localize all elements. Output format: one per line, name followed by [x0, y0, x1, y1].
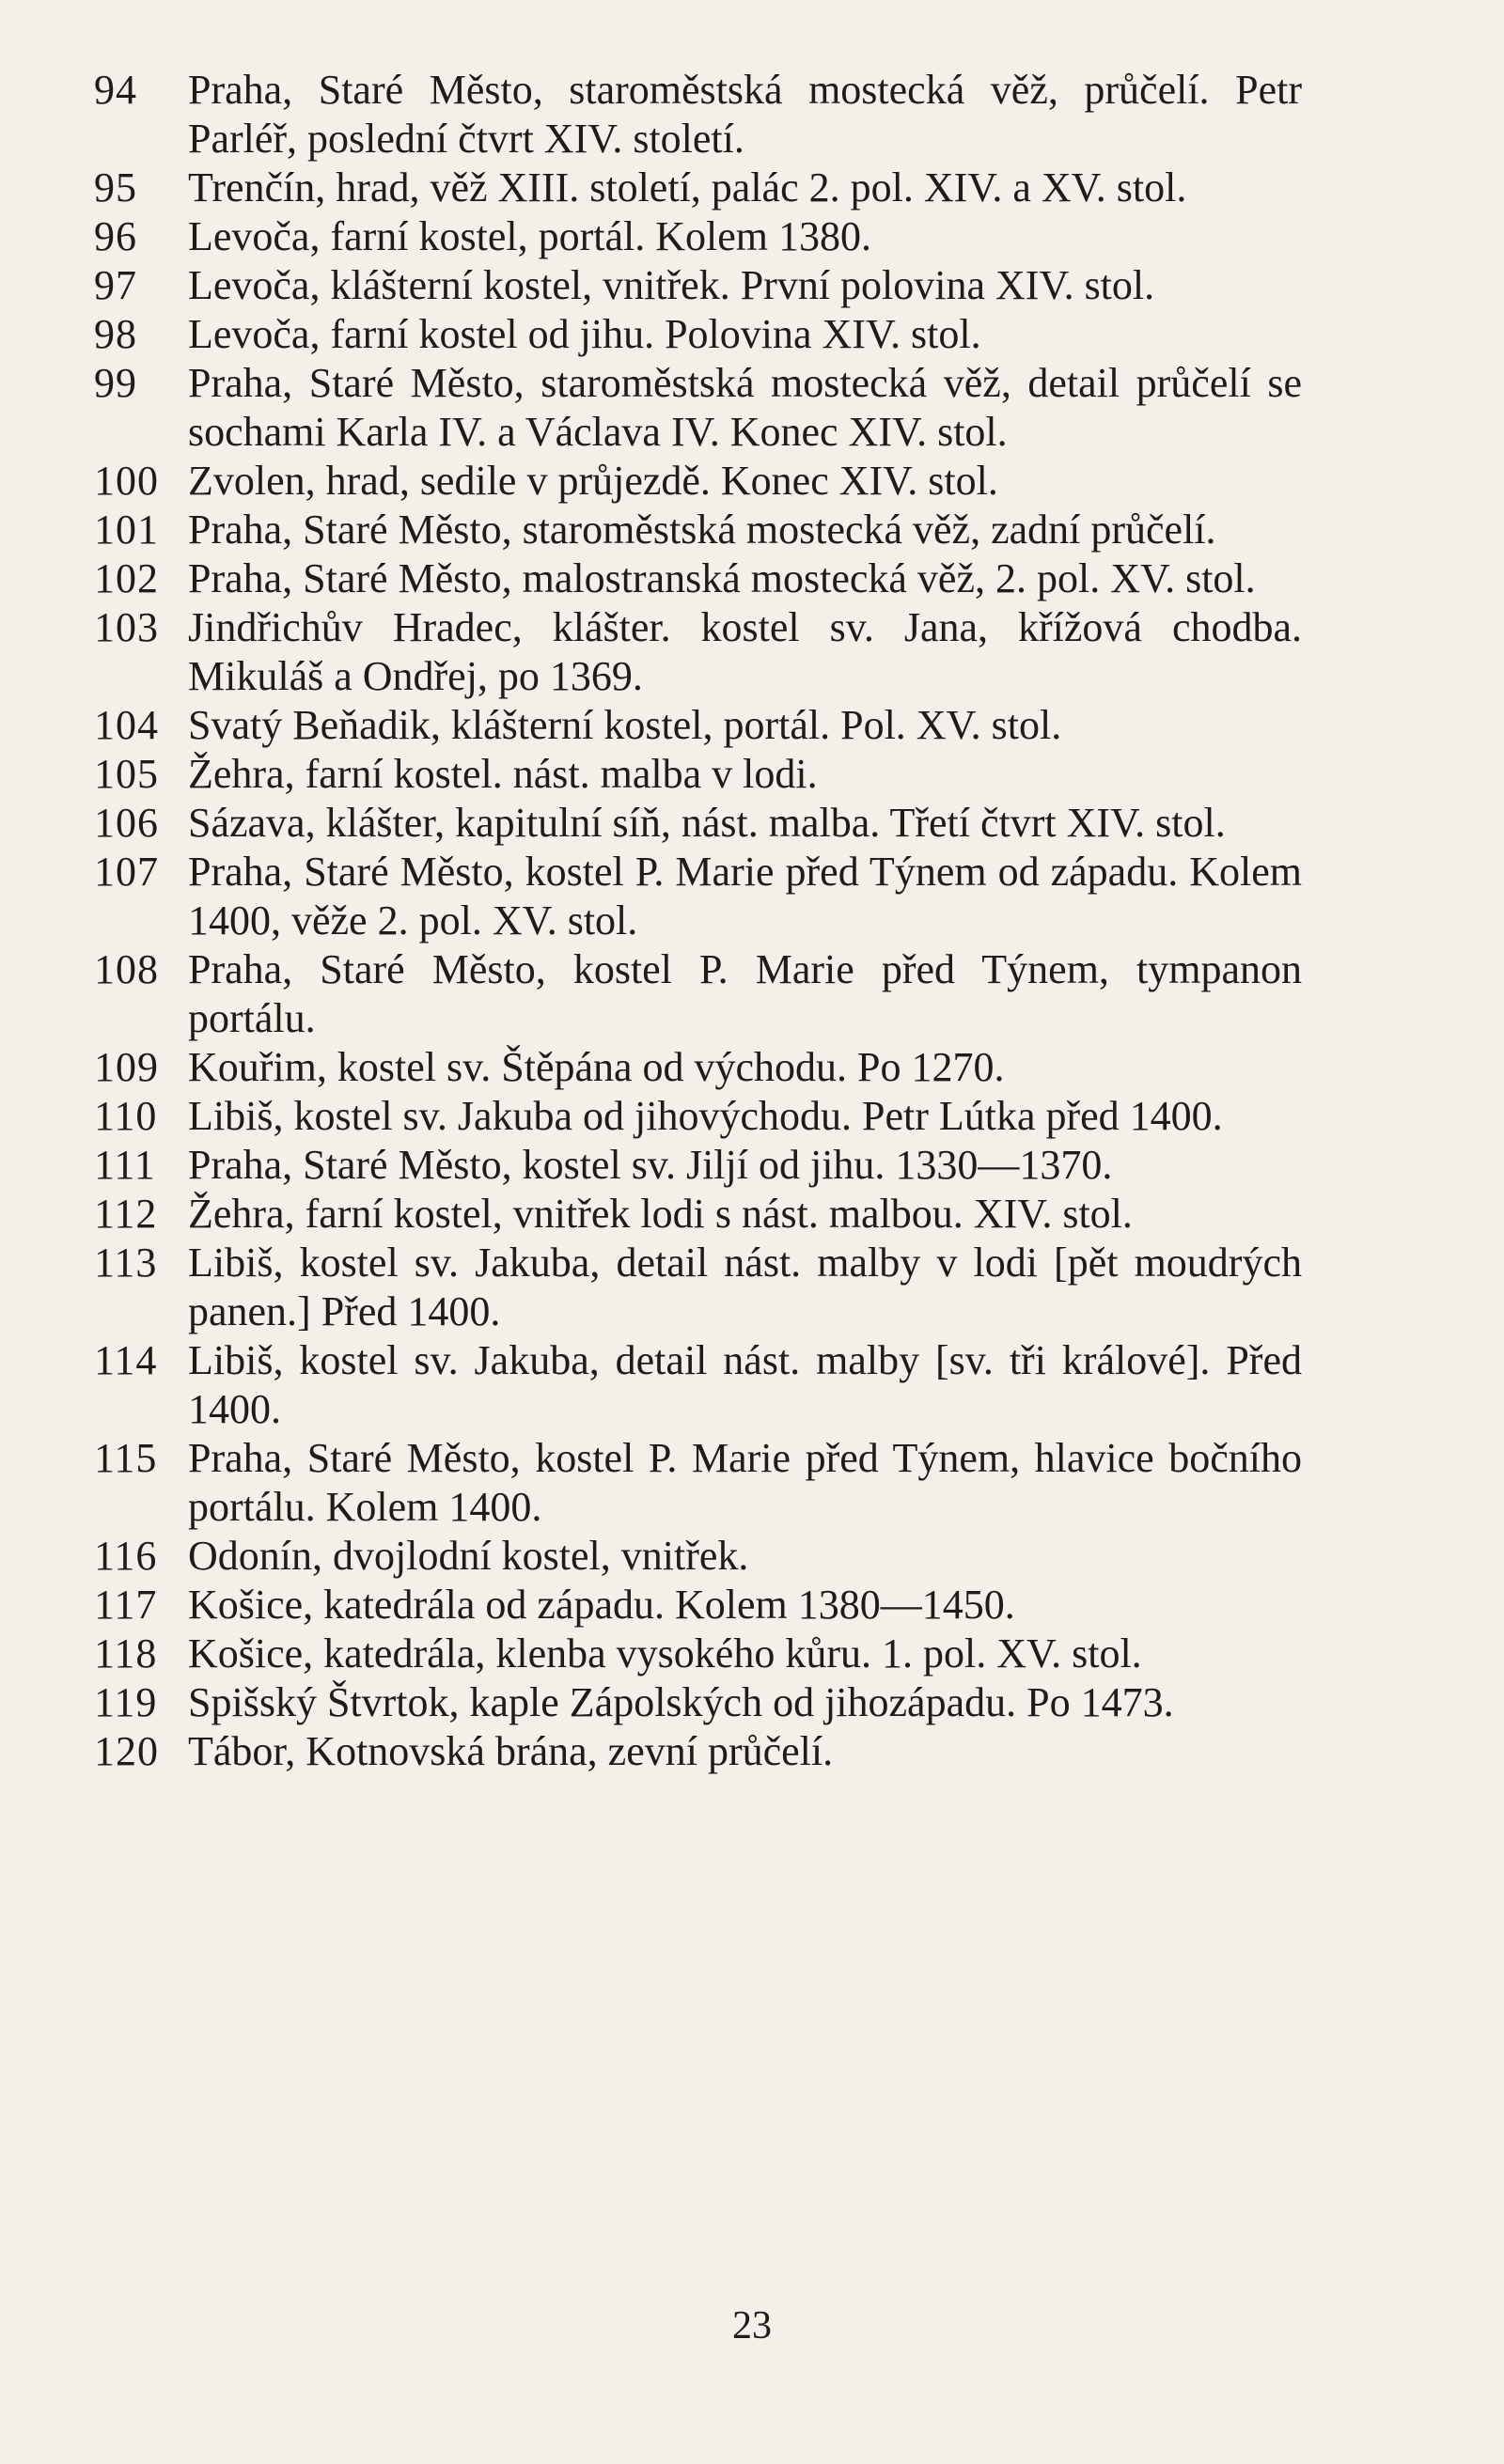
list-entry — [94, 1141, 1302, 1190]
entry-text: Libiš, kostel sv. Jakuba od jihovýchodu. Petr Lútka před 1400. — [188, 1093, 1223, 1139]
entry-number: 115 — [94, 1435, 158, 1481]
entry-number: 95 — [94, 164, 137, 211]
list-entry — [94, 1727, 1302, 1776]
list-entry — [94, 1678, 1302, 1727]
list-entry — [94, 1092, 1302, 1141]
entry-text: Praha, Staré Město, kostel P. Marie před Týnem, tympanon portálu. — [188, 946, 1302, 1041]
entry-text: Košice, katedrála od západu. Kolem 1380—1450. — [188, 1582, 1015, 1628]
page-number: 23 — [732, 2304, 772, 2347]
entry-text: Praha, Staré Město, malostranská mostecká věž, 2. pol. XV. stol. — [188, 555, 1256, 601]
entry-text: Trenčín, hrad, věž XIII. století, palác 2. pol. XIV. a XV. stol. — [188, 164, 1187, 211]
entry-text: Tábor, Kotnovská brána, zevní průčelí. — [188, 1728, 834, 1774]
entry-text: Praha, Staré Město, kostel sv. Jiljí od jihu. 1330—1370. — [188, 1142, 1113, 1188]
entry-number: 94 — [94, 67, 137, 113]
entry-text: Sázava, klášter, kapitulní síň, nást. malba. Třetí čtvrt XIV. stol. — [188, 800, 1226, 846]
entry-number: 119 — [94, 1679, 158, 1725]
list-entry — [94, 261, 1302, 310]
list-entry — [94, 1630, 1302, 1678]
entry-text: Odonín, dvojlodní kostel, vnitřek. — [188, 1533, 749, 1579]
list-entry — [94, 506, 1302, 554]
entry-text: Praha, Staré Město, kostel P. Marie před Týnem, hlavice bočního portálu. Kolem 1400. — [188, 1435, 1302, 1530]
entry-number: 112 — [94, 1191, 158, 1237]
entry-number: 120 — [94, 1728, 159, 1774]
entry-number: 98 — [94, 311, 137, 357]
list-entry — [94, 164, 1302, 212]
entry-number: 114 — [94, 1337, 158, 1383]
entry-number: 101 — [94, 507, 159, 553]
entry-number: 110 — [94, 1093, 158, 1139]
entry-text: Praha, Staré Město, staroměstská mostecká věž, průčelí. Petr Parléř, poslední čtvrt XIV. století. — [188, 67, 1302, 162]
entry-number: 100 — [94, 458, 159, 504]
entry-text: Levoča, farní kostel, portál. Kolem 1380. — [188, 213, 872, 259]
entry-number: 111 — [94, 1142, 156, 1188]
list-entry — [94, 1336, 1302, 1434]
list-entry — [94, 554, 1302, 603]
entry-number: 108 — [94, 946, 159, 992]
entry-number: 104 — [94, 702, 159, 748]
entry-text: Jindřichův Hradec, klášter. kostel sv. Jana, křížová chodba. Mikuláš a Ondřej, po 1369. — [188, 604, 1302, 699]
entry-number: 106 — [94, 800, 159, 846]
entry-text: Spišský Štvrtok, kaple Zápolských od jihozápadu. Po 1473. — [188, 1679, 1174, 1725]
list-entry — [94, 212, 1302, 261]
list-entry — [94, 848, 1302, 945]
list-entry — [94, 603, 1302, 701]
entry-number: 102 — [94, 555, 159, 601]
entry-text: Žehra, farní kostel. nást. malba v lodi. — [188, 751, 818, 797]
list-entry — [94, 310, 1302, 359]
entry-text: Košice, katedrála, klenba vysokého kůru. 1. pol. XV. stol. — [188, 1630, 1142, 1676]
entry-text: Libiš, kostel sv. Jakuba, detail nást. malby v lodi [pět moudrých panen.] Před 1400. — [188, 1240, 1302, 1334]
list-entry — [94, 359, 1302, 457]
list-entry — [94, 750, 1302, 799]
entry-number: 99 — [94, 360, 137, 406]
list-entry — [94, 1190, 1302, 1239]
list-entry — [94, 66, 1302, 164]
entry-text: Zvolen, hrad, sedile v průjezdě. Konec XIV. stol. — [188, 458, 998, 504]
entry-number: 96 — [94, 213, 137, 259]
list-entry — [94, 1581, 1302, 1630]
entry-text: Praha, Staré Město, staroměstská mostecká věž, zadní průčelí. — [188, 507, 1216, 553]
list-entry — [94, 799, 1302, 848]
entry-number: 105 — [94, 751, 159, 797]
entry-text: Levoča, klášterní kostel, vnitřek. První polovina XIV. stol. — [188, 262, 1155, 308]
list-entry — [94, 945, 1302, 1043]
list-entry — [94, 457, 1302, 506]
entry-text: Libiš, kostel sv. Jakuba, detail nást. malby [sv. tři králové]. Před 1400. — [188, 1337, 1302, 1432]
entry-number: 97 — [94, 262, 137, 308]
entry-number: 117 — [94, 1582, 158, 1628]
entry-number: 113 — [94, 1240, 158, 1286]
entry-text: Žehra, farní kostel, vnitřek lodi s nást. malbou. XIV. stol. — [188, 1191, 1133, 1237]
entry-text: Levoča, farní kostel od jihu. Polovina XIV. stol. — [188, 311, 981, 357]
entry-number: 116 — [94, 1533, 158, 1579]
entry-text: Praha, Staré Město, kostel P. Marie před Týnem od západu. Kolem 1400, věže 2. pol. XV. stol. — [188, 849, 1302, 943]
entry-text: Svatý Beňadik, klášterní kostel, portál. Pol. XV. stol. — [188, 702, 1062, 748]
entry-number: 103 — [94, 604, 159, 650]
list-entry — [94, 1043, 1302, 1092]
illustration-list — [94, 66, 1302, 1776]
entry-text: Praha, Staré Město, staroměstská mostecká věž, detail průčelí se sochami Karla IV. a Václava IV. Konec XIV. stol. — [188, 360, 1302, 455]
list-entry — [94, 701, 1302, 750]
entry-number: 107 — [94, 849, 159, 895]
list-entry — [94, 1532, 1302, 1581]
entry-number: 109 — [94, 1044, 159, 1090]
entry-text: Kouřim, kostel sv. Štěpána od východu. Po 1270. — [188, 1044, 1005, 1090]
list-entry — [94, 1239, 1302, 1336]
list-entry — [94, 1434, 1302, 1532]
entry-number: 118 — [94, 1630, 158, 1676]
